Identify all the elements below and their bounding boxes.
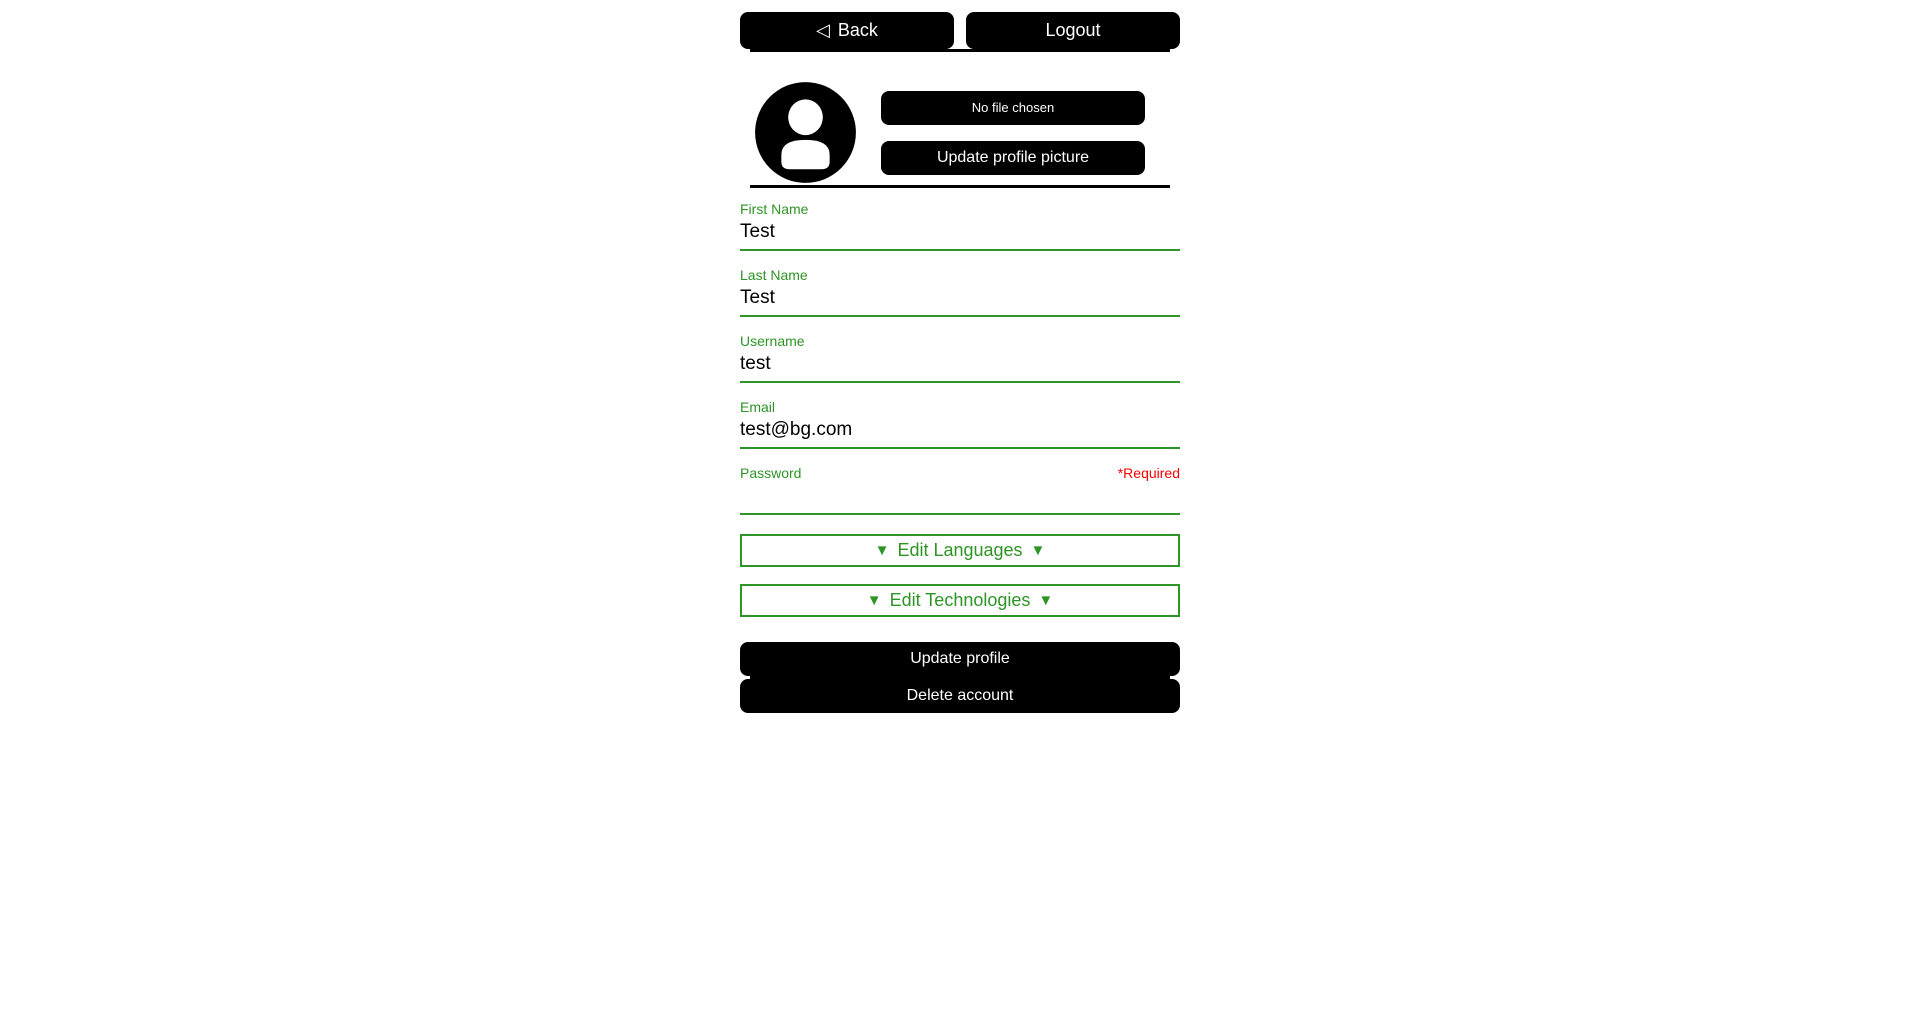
delete-account-label: Delete account — [906, 687, 1014, 704]
password-label-row — [740, 465, 1180, 483]
edit-technologies-label: Edit Technologies — [889, 590, 1031, 610]
avatar — [753, 80, 858, 185]
username-input[interactable] — [740, 351, 1180, 383]
back-button-label: Back — [837, 20, 878, 40]
back-arrow-icon: ◁ — [816, 20, 830, 40]
last-name-input[interactable] — [740, 285, 1180, 317]
triangle-down-icon: ▼ — [866, 592, 882, 609]
logout-button[interactable] — [966, 12, 1180, 49]
back-button[interactable] — [740, 12, 954, 49]
edit-technologies-button[interactable] — [740, 584, 1180, 617]
profile-picture-section — [740, 80, 1180, 185]
picture-controls — [881, 91, 1145, 175]
password-field — [740, 465, 1180, 515]
last-name-label: Last Name — [740, 267, 808, 283]
password-label: Password — [740, 465, 802, 481]
required-note: *Required — [1117, 465, 1180, 481]
first-name-field — [740, 201, 1180, 251]
username-field — [740, 333, 1180, 383]
update-picture-label: Update profile picture — [936, 148, 1090, 166]
edit-languages-button[interactable] — [740, 534, 1180, 567]
file-input[interactable] — [881, 91, 1145, 125]
password-input[interactable] — [740, 483, 1180, 515]
triangle-down-icon: ▼ — [874, 542, 890, 559]
profile-container — [740, 0, 1180, 713]
divider — [750, 185, 1170, 188]
delete-account-button[interactable] — [740, 679, 1180, 713]
update-profile-button[interactable] — [740, 642, 1180, 676]
email-field — [740, 399, 1180, 449]
first-name-input[interactable] — [740, 219, 1180, 251]
last-name-field — [740, 267, 1180, 317]
triangle-down-icon: ▼ — [1030, 542, 1046, 559]
file-status-label: No file chosen — [971, 100, 1055, 115]
edit-languages-label: Edit Languages — [897, 540, 1023, 560]
top-button-row — [740, 12, 1180, 49]
email-input[interactable] — [740, 417, 1180, 449]
profile-form — [740, 201, 1180, 713]
update-picture-button[interactable] — [881, 141, 1145, 175]
triangle-down-icon: ▼ — [1038, 592, 1054, 609]
username-label: Username — [740, 333, 805, 349]
logout-button-label: Logout — [1045, 20, 1101, 40]
update-profile-label: Update profile — [910, 650, 1010, 667]
divider — [750, 49, 1170, 52]
email-label: Email — [740, 399, 776, 415]
first-name-label: First Name — [740, 201, 809, 217]
